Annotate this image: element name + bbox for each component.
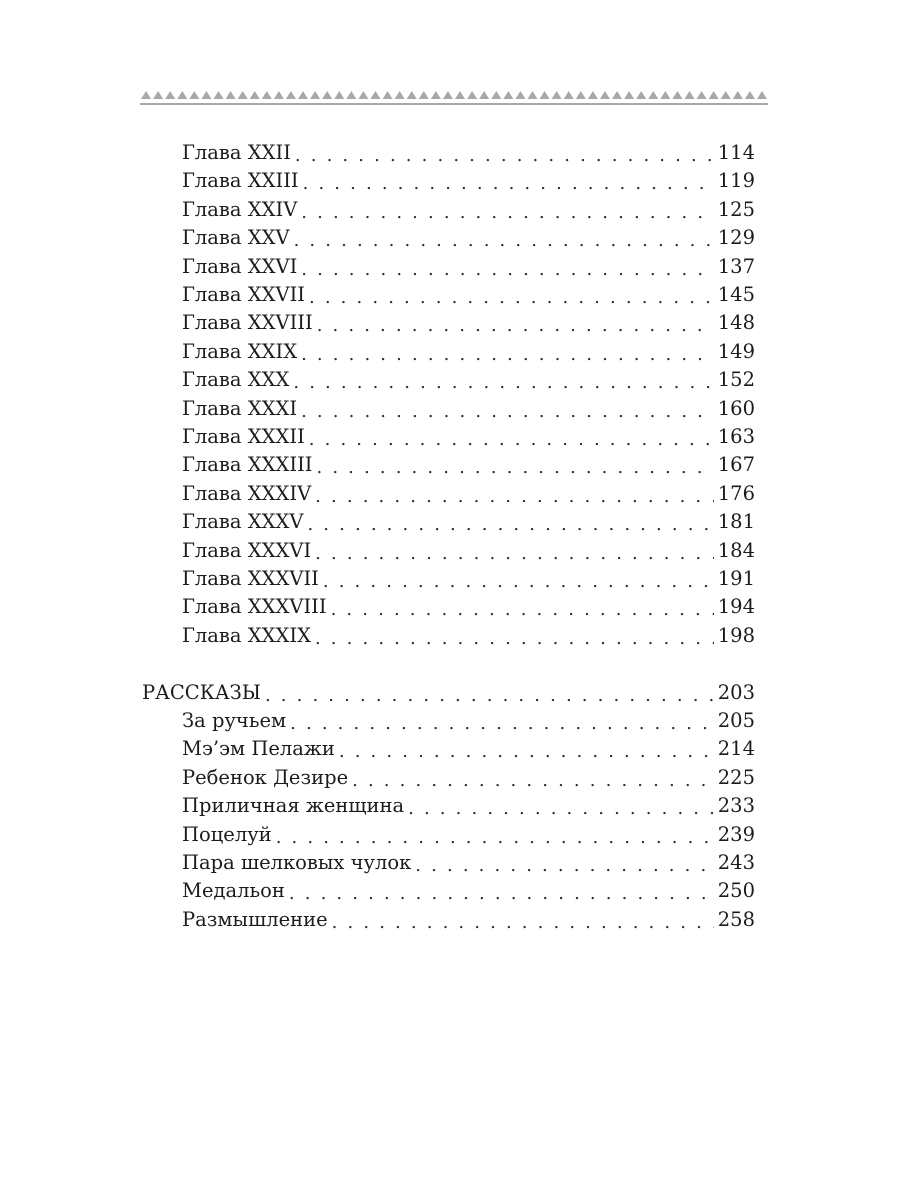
toc-entry-chapter[interactable]: [182, 593, 755, 621]
toc-entry-story-title: Приличная женщина: [182, 794, 405, 818]
ornament-triangle: [165, 91, 175, 99]
toc-entry-story[interactable]: [182, 906, 755, 934]
toc-entry-chapter-page-number: 176: [717, 481, 755, 505]
ornament-triangle: [334, 91, 344, 99]
dot-leader: [301, 174, 714, 194]
dot-leader: [329, 600, 714, 620]
toc-entry-story[interactable]: [182, 735, 755, 763]
ornament-triangle: [141, 91, 151, 99]
toc-section-heading-title: РАССКАЗЫ: [142, 681, 261, 704]
dot-leader: [299, 345, 714, 365]
ornament-triangle: [527, 91, 537, 99]
ornament-triangle: [600, 91, 610, 99]
toc-entry-story-title: Поцелуй: [182, 822, 272, 846]
toc-entry-story-title: Ребенок Дезире: [182, 765, 349, 789]
ornament-triangle: [310, 91, 320, 99]
toc-entry-chapter[interactable]: [182, 281, 755, 309]
toc-entry-chapter[interactable]: [182, 338, 755, 366]
toc-entry-chapter-title: Глава XXII: [182, 141, 291, 164]
toc-entry-story-page-number: 258: [717, 907, 755, 931]
ornament-triangle: [491, 91, 501, 99]
ornament-triangle: [250, 91, 260, 99]
ornament-rule: [140, 103, 768, 105]
toc-entry-story-title: Пара шелковых чулок: [182, 851, 412, 874]
toc-entry-chapter-title: Глава XXVIII: [182, 311, 313, 335]
dot-leader: [299, 402, 714, 422]
ornament-triangle: [612, 91, 622, 99]
ornament-triangle: [358, 91, 368, 99]
ornament-triangle: [552, 91, 562, 99]
dot-leader: [314, 458, 713, 478]
toc-entry-chapter-title: Глава XXXI: [182, 396, 298, 420]
ornament-triangle: [177, 91, 187, 99]
dot-leader: [337, 742, 714, 762]
toc-entry-chapter-title: Глава XXIX: [182, 339, 298, 363]
toc-entry-story-title: Мэ’эм Пелажи: [182, 737, 335, 761]
dot-leader: [307, 430, 714, 450]
toc-entry-chapter[interactable]: [182, 309, 755, 337]
dot-leader: [299, 260, 713, 280]
dot-leader: [350, 771, 714, 791]
toc-entry-chapter-title: Глава XXX: [182, 368, 290, 392]
toc-entry-chapter[interactable]: [182, 622, 755, 650]
toc-entry-chapter-title: Глава XXXVI: [182, 538, 312, 562]
ornament-triangle: [515, 91, 525, 99]
toc-entry-chapter[interactable]: [182, 224, 755, 252]
ornament-triangle: [684, 91, 694, 99]
ornament-triangle: [407, 91, 417, 99]
toc-entry-chapter-title: Глава XXVII: [182, 283, 305, 306]
ornament-triangle: [274, 91, 284, 99]
ornament-triangle: [697, 91, 707, 99]
ornament-triangle: [660, 91, 670, 99]
ornament-triangle: [189, 91, 199, 99]
dot-leader: [307, 288, 714, 308]
toc-entry-story-page-number: 250: [717, 879, 755, 903]
toc-section-heading[interactable]: [142, 679, 755, 707]
toc-entry-chapter-page-number: 198: [717, 623, 755, 647]
toc-entry-chapter[interactable]: [182, 537, 755, 565]
toc-entry-chapter-page-number: 125: [717, 197, 755, 221]
dot-leader: [321, 572, 714, 592]
ornament-triangle: [226, 91, 236, 99]
toc-entry-chapter-title: Глава XXXV: [182, 510, 304, 534]
ornament-triangle: [540, 91, 550, 99]
toc-entry-chapter[interactable]: [182, 139, 755, 167]
toc-entry-chapter-page-number: 160: [717, 396, 755, 420]
toc-entry-story[interactable]: [182, 821, 755, 849]
toc-entry-story-page-number: 233: [717, 794, 755, 818]
dot-leader: [299, 203, 713, 223]
toc-entry-story-title: За ручьем: [182, 709, 287, 732]
toc-entry-chapter-page-number: 149: [717, 339, 755, 363]
ornament-triangle: [709, 91, 719, 99]
toc-entry-chapter-page-number: 163: [717, 425, 755, 448]
ornament-triangle: [455, 91, 465, 99]
toc-section-heading-page-number: 203: [717, 681, 755, 704]
toc-entry-chapter-title: Глава XXXII: [182, 425, 305, 448]
toc-entry-story-page-number: 239: [717, 822, 755, 846]
toc-entry-chapter-title: Глава XXXVII: [182, 567, 319, 590]
toc-entry-chapter[interactable]: [182, 508, 755, 536]
dot-leader: [313, 544, 714, 564]
toc-entry-chapter[interactable]: [182, 423, 755, 451]
ornament-triangle: [672, 91, 682, 99]
ornament-triangle: [238, 91, 248, 99]
toc-entry-chapter-page-number: 167: [717, 453, 755, 477]
ornament-triangle: [322, 91, 332, 99]
toc-entry-chapter-page-number: 194: [717, 595, 755, 619]
dot-leader: [274, 828, 714, 848]
toc-entry-chapter-page-number: 152: [717, 368, 755, 392]
toc-entry-story-title: Размышление: [182, 907, 328, 931]
toc-entry-chapter-page-number: 114: [717, 141, 755, 164]
dot-leader: [313, 487, 714, 507]
dot-leader: [313, 629, 714, 649]
toc-entry-chapter-title: Глава XXVI: [182, 254, 298, 278]
toc-entry-chapter[interactable]: [182, 451, 755, 479]
toc-entry-story-page-number: 243: [717, 851, 755, 874]
ornament-triangle: [286, 91, 296, 99]
dot-leader: [291, 373, 713, 393]
toc-entry-story[interactable]: [182, 792, 755, 820]
ornament-triangle: [213, 91, 223, 99]
ornament-triangle: [576, 91, 586, 99]
toc-entry-chapter-page-number: 148: [717, 311, 755, 335]
dot-leader: [305, 515, 713, 535]
ornament-triangle: [262, 91, 272, 99]
ornament-triangle: [648, 91, 658, 99]
toc-entry-chapter-title: Глава XXXIII: [182, 453, 313, 477]
ornament-triangle: [745, 91, 755, 99]
toc-entry-chapter-page-number: 137: [717, 254, 755, 278]
toc-entry-chapter-title: Глава XXV: [182, 226, 290, 250]
toc-entry-chapter[interactable]: [182, 565, 755, 593]
toc-entry-story-page-number: 214: [717, 737, 755, 761]
ornament-triangle: [636, 91, 646, 99]
ornament-triangle: [624, 91, 634, 99]
ornament-triangle: [370, 91, 380, 99]
toc-entry-chapter-title: Глава XXXIV: [182, 481, 312, 505]
toc-entry-story[interactable]: [182, 877, 755, 905]
toc-entry-chapter[interactable]: [182, 167, 755, 195]
toc-entry-chapter-title: Глава XXIII: [182, 169, 299, 193]
ornament-triangle: [564, 91, 574, 99]
toc-entry-chapter[interactable]: [182, 480, 755, 508]
ornament-triangle: [479, 91, 489, 99]
ornament-triangle: [721, 91, 731, 99]
ornament-triangle: [503, 91, 513, 99]
dot-leader: [293, 146, 714, 166]
dot-leader: [292, 231, 714, 251]
toc-entry-chapter-title: Глава XXXIX: [182, 623, 311, 647]
toc-entry-story-page-number: 205: [717, 709, 755, 732]
ornament-triangle: [588, 91, 598, 99]
dot-leader: [413, 856, 713, 876]
toc-entry-chapter-page-number: 181: [717, 510, 755, 534]
dot-leader: [288, 714, 714, 734]
dot-leader: [406, 799, 714, 819]
toc-entry-chapter[interactable]: [182, 395, 755, 423]
toc-entry-chapter-page-number: 119: [717, 169, 755, 193]
toc-entry-chapter[interactable]: [182, 253, 755, 281]
toc-entry-chapter-page-number: 129: [717, 226, 755, 250]
ornament-triangle: [757, 91, 767, 99]
toc-entry-story[interactable]: [182, 849, 755, 877]
header-ornament: [140, 88, 768, 110]
ornament-triangle: [298, 91, 308, 99]
ornament-triangle: [201, 91, 211, 99]
ornament-triangle: [431, 91, 441, 99]
dot-leader: [287, 884, 714, 904]
toc-entry-chapter[interactable]: [182, 366, 755, 394]
dot-leader: [330, 913, 714, 933]
toc-entry-story-title: Медальон: [182, 879, 285, 903]
ornament-triangle: [153, 91, 163, 99]
ornament-triangle: [383, 91, 393, 99]
toc-entry-chapter-page-number: 145: [717, 283, 755, 306]
toc-entry-story[interactable]: [182, 764, 755, 792]
toc-entry-chapter[interactable]: [182, 196, 755, 224]
ornament-triangle: [733, 91, 743, 99]
toc-entry-chapter-title: Глава XXXVIII: [182, 595, 327, 619]
ornament-triangle: [395, 91, 405, 99]
toc-entry-chapter-page-number: 191: [717, 567, 755, 590]
toc-entry-chapter-title: Глава XXIV: [182, 197, 298, 221]
ornament-triangle: [467, 91, 477, 99]
ornament-triangle: [443, 91, 453, 99]
dot-leader: [315, 316, 714, 336]
toc-entry-story-page-number: 225: [717, 765, 755, 789]
ornament-triangle: [346, 91, 356, 99]
dot-leader: [263, 686, 714, 706]
toc-entry-story[interactable]: [182, 707, 755, 735]
ornament-triangle: [419, 91, 429, 99]
toc-entry-chapter-page-number: 184: [717, 538, 755, 562]
